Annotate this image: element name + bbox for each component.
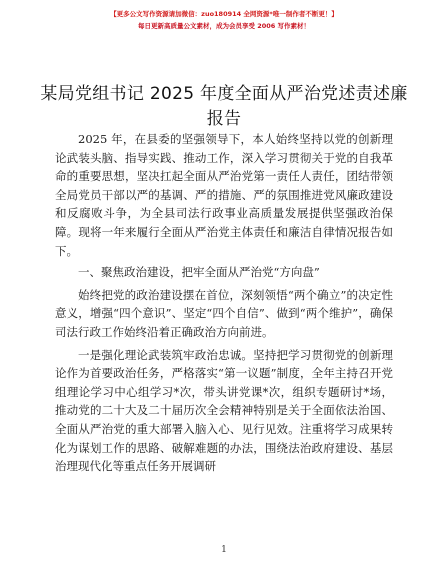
body-paragraph: 一是强化理论武装筑牢政治忠诚。坚持把学习贯彻党的创新理论作为首要政治任务，严格落实“第一议题”制度，全年主持召开党组理论学习中心组学习*次，带头讲党课*次，组织专题研讨*场，推动党的二十大及二十届历次全会精神特别是关于全面依法治国、全面从严治党的重大部署入脑入心、见行见效。注重将学习成果转化为谋划工作的思路、破解难题的办法，围绕法治政府建设、基层治理现代化等重点任务开展调研 — [55, 347, 393, 474]
page-number: 1 — [221, 545, 227, 555]
body-paragraph: 始终把党的政治建设摆在首位，深刻领悟“两个确立”的决定性意义，增强“四个意识”、坚定“四个自信”、做到“两个维护”，确保司法行政工作始终沿着正确政治方向前进。 — [55, 287, 393, 339]
promo-banner-line2: 每日更新高质量公文素材，成为会员享受 2006 写作素材！ — [137, 22, 311, 30]
document-body — [55, 130, 393, 476]
promo-banner — [0, 8, 448, 32]
document-title: 某局党组书记 2025 年度全面从严治党述责述廉报告 — [40, 84, 408, 129]
intro-paragraph: 2025 年，在县委的坚强领导下，本人始终坚持以党的创新理论武装头脑、指导实践、推动工作，深入学习贯彻关于党的自我革命的重要思想，坚决扛起全面从严治党第一责任人责任，团结带领全局党员干部以严的基调、严的措施、严的氛围推进党风廉政建设和反腐败斗争，为全县司法行政事业高质量发展提供坚强政治保障。现将一年来履行全面从严治党主体责任和廉洁自律情况报告如下。 — [55, 132, 393, 258]
promo-banner-line1: 【更多公文写作资源请加微信：zuo180914 全网资源*唯一制作者不断更！】 — [110, 10, 338, 18]
section-heading: 一、聚焦政治建设，把牢全面从严治党“方向盘” — [78, 265, 320, 280]
